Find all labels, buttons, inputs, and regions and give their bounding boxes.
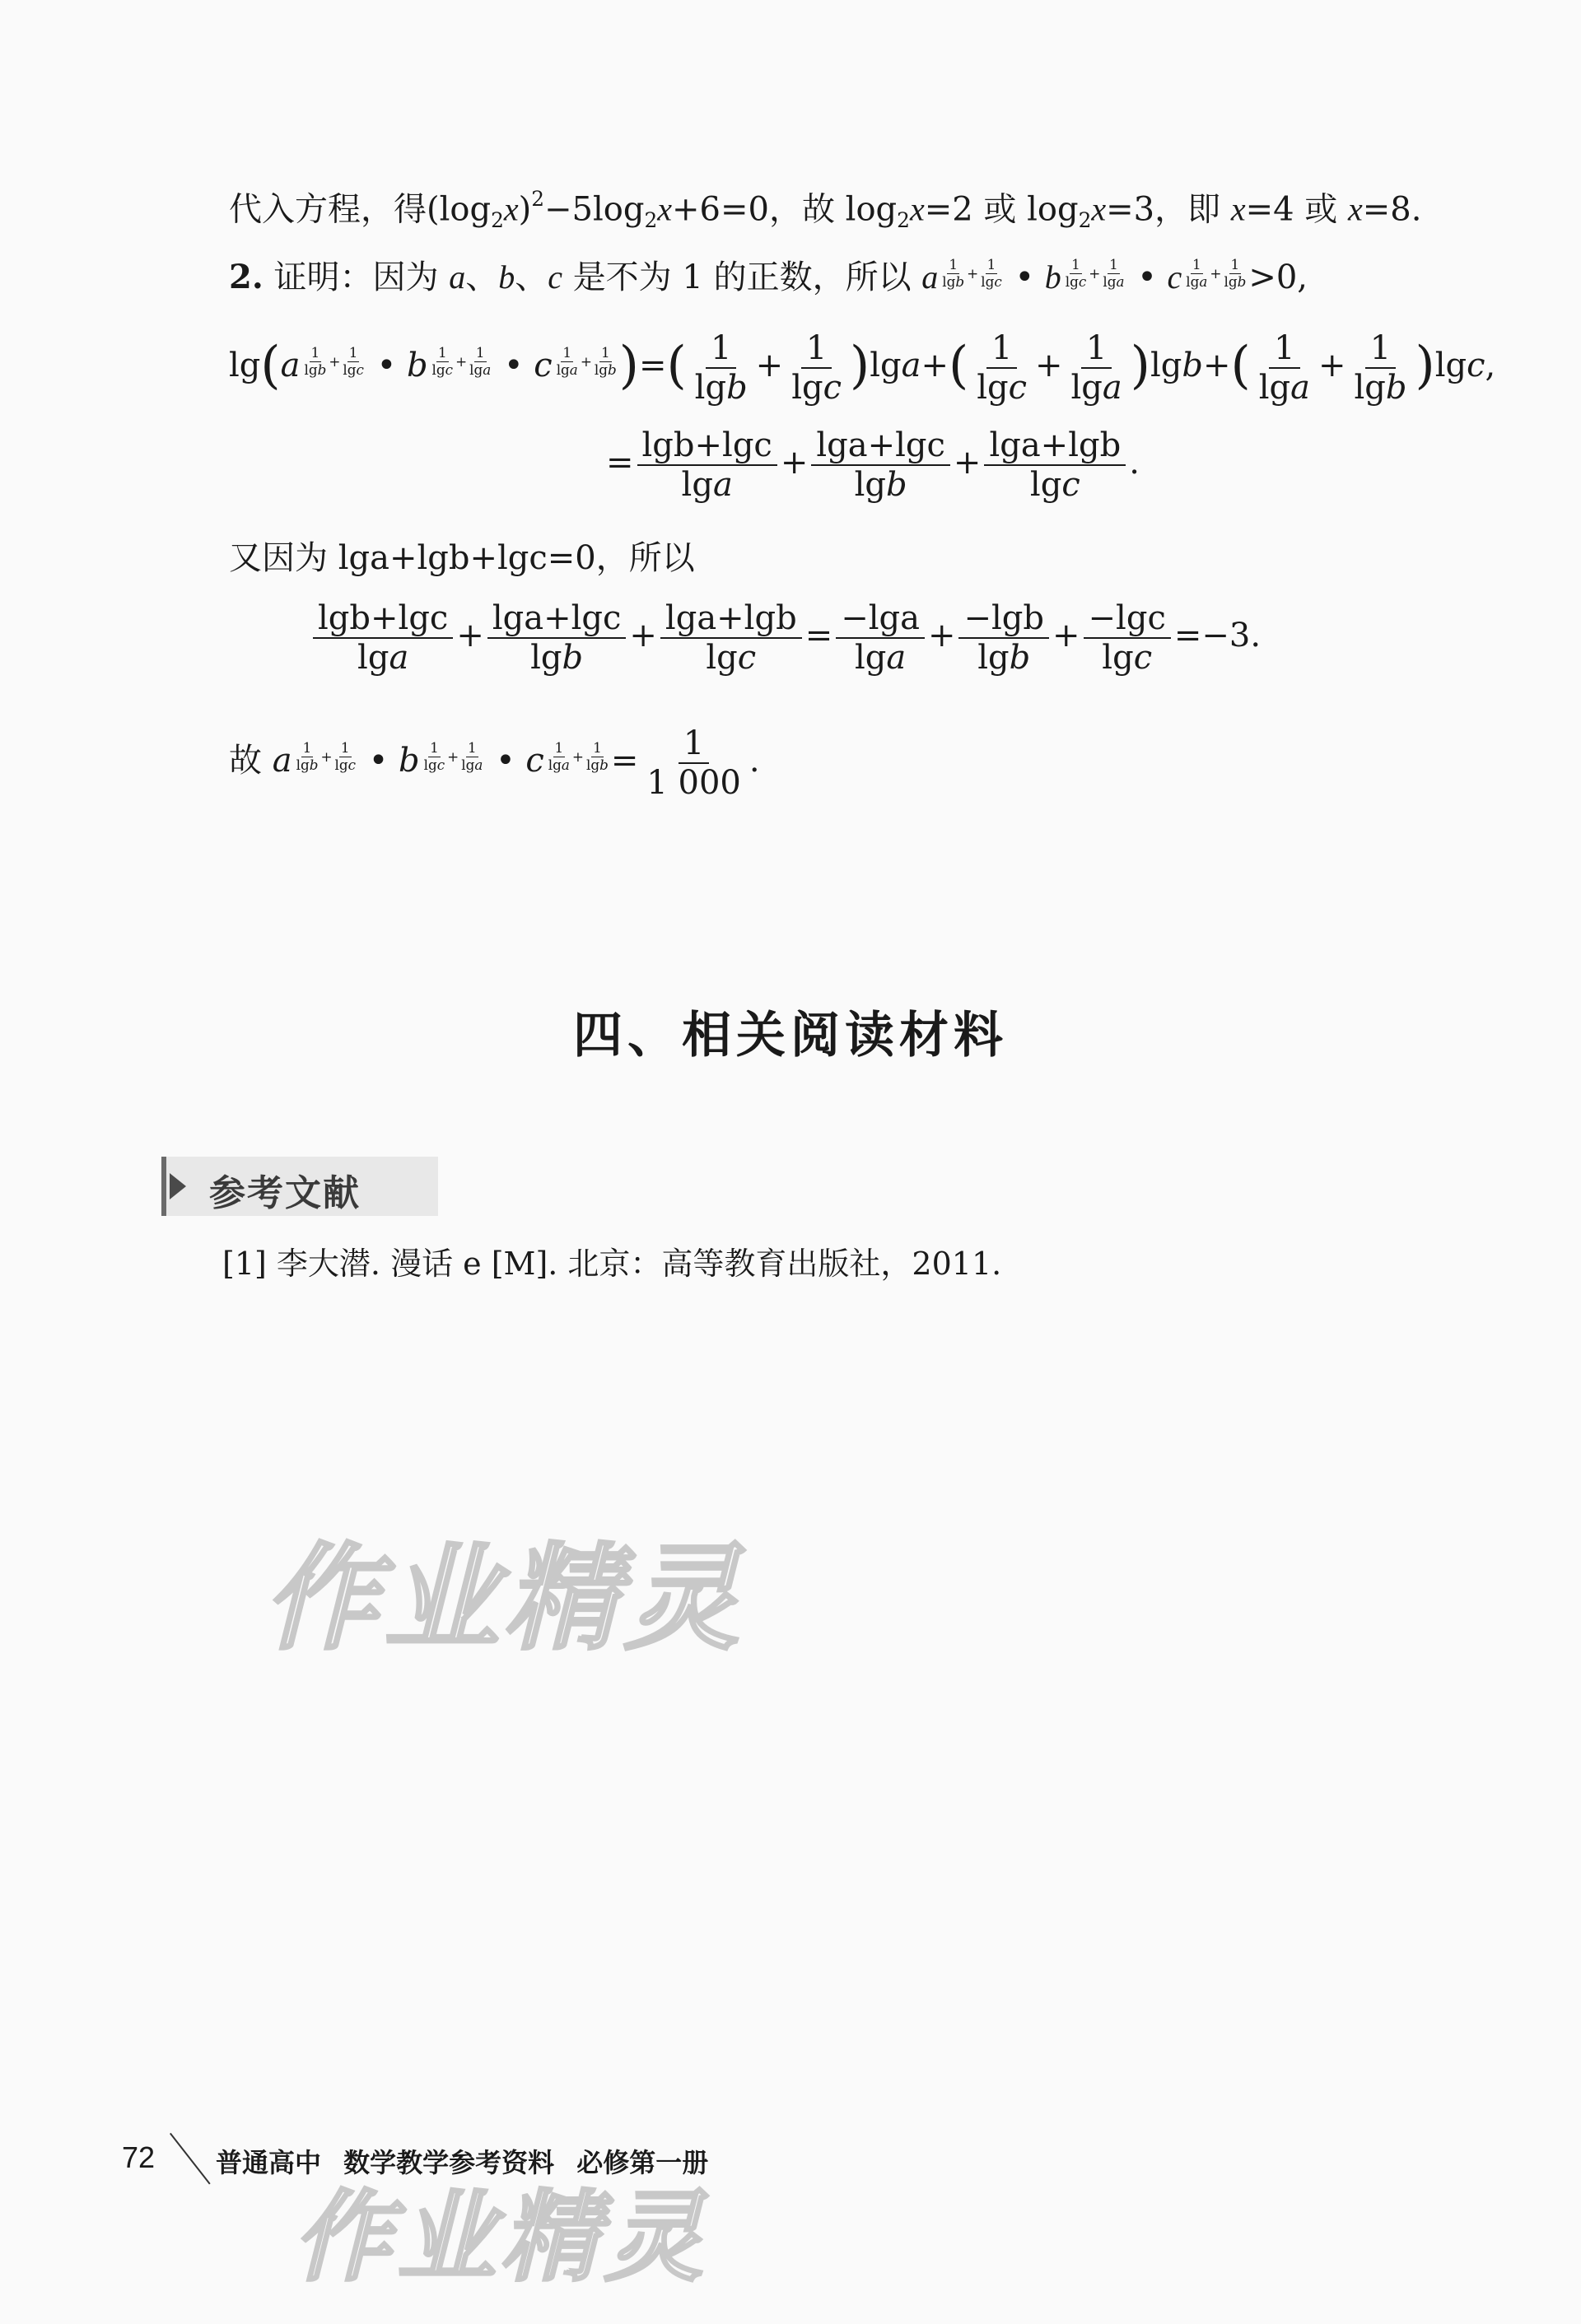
text: 故 (229, 742, 262, 780)
subscript: 2 (1078, 208, 1092, 233)
separator: 、 (515, 258, 548, 296)
separator: 、 (465, 258, 499, 296)
conclusion-line: 故 a $\frac{1}{\lg b}$ + $\frac{1}{\lg c}$ • b $\frac{1}{\lg c}$ + $\frac{1}{\lg a}$ • c $\frac{1}{\lg a}$ + $\frac{1}{\lg b}$ = $\frac{1}{1 000}$ . (229, 724, 760, 802)
problem-2-line (229, 249, 1308, 302)
text: +6=0，故 log (672, 190, 898, 229)
base-a: a (921, 258, 939, 296)
problem-number: 2. (229, 257, 264, 296)
text: 证明：因为 (273, 258, 439, 296)
var-x: x (1347, 190, 1363, 228)
superscript: 2 (531, 187, 545, 211)
subscript: 2 (491, 208, 504, 233)
text: ) (518, 190, 532, 229)
references-heading (161, 1157, 438, 1216)
watermark: 作业精灵 (264, 1532, 745, 1666)
subscript: 2 (644, 208, 658, 233)
equation-line-3: lg(a $\frac{1}{\lg b}$ + $\frac{1}{\lg c}$ • b $\frac{1}{\lg c}$ + $\frac{1}{\lg a}$ • c $\frac{1}{\lg a}$ + $\frac{1}{\lg b}$ )=( $\frac{1}{\lg b}$ + $\frac{1}{\lg c}$ )lga+( $\frac{1}{\lg c}$ + $\frac{1}{\lg a}$ )lgb+( $\frac{1}{\lg a}$ + $\frac{1}{\lg b}$ )lgc, (229, 329, 1496, 407)
dot: • (1014, 258, 1035, 296)
var-b: b (498, 258, 515, 296)
dot: • (1137, 258, 1157, 296)
footer-text: 普通高中 数学教学参考资料 必修第一册 (216, 2147, 709, 2178)
text: =2 或 log (924, 190, 1079, 229)
var-x: x (909, 190, 925, 228)
var-c: c (548, 258, 562, 296)
triangle-icon (170, 1173, 186, 1199)
also-because-line (229, 533, 695, 583)
text: 又因为 lga+lgb+lgc=0，所以 (229, 539, 695, 577)
var-x: x (657, 190, 673, 228)
exponent: $\frac{1}{\lg c}$ + $\frac{1}{\lg a}$ (1065, 256, 1125, 290)
equation-line-4: = $\frac{\lg b+\lg c}{\lg a}$ + $\frac{\lg a+\lg c}{\lg b}$ + $\frac{\lg a+\lg b}{\lg c}$ . (606, 426, 1140, 504)
reference-item: [1] 李大潜. 漫话 e [M]. 北京：高等教育出版社，2011. (222, 1246, 1002, 1282)
var-a: a (449, 258, 466, 296)
base-b: b (1044, 258, 1061, 296)
equation-line-6: $\frac{\lg b+\lg c}{\lg a}$ + $\frac{\lg a+\lg c}{\lg b}$ + $\frac{\lg a+\lg b}{\lg c}$ = $\frac{-\lg a}{\lg a}$ + $\frac{-\lg b}{\lg b}$ + $\frac{-\lg c}{\lg c}$ =−3. (310, 599, 1261, 677)
text: −5log (544, 190, 645, 229)
subscript: 2 (897, 208, 910, 233)
equation-line-1 (229, 175, 1421, 245)
page-number: 72 (122, 2140, 156, 2174)
text: 是不为 1 的正数，所以 (572, 258, 912, 296)
references-heading-text: 参考文献 (209, 1172, 361, 1214)
var-x: x (1230, 190, 1246, 228)
exponent: $\frac{1}{\lg b}$ + $\frac{1}{\lg c}$ (942, 256, 1002, 290)
lg: lg (229, 347, 261, 384)
text: >0, (1248, 258, 1308, 296)
base-c: c (1167, 258, 1182, 296)
watermark: 作业精灵 (293, 2181, 708, 2295)
text: 代入方程，得(log (229, 190, 492, 229)
text: =4 或 (1245, 190, 1348, 229)
divider (170, 2133, 211, 2185)
var-x: x (503, 190, 519, 228)
section-title: 四、相关阅读材料 (573, 1007, 1008, 1064)
exponent: $\frac{1}{\lg a}$ + $\frac{1}{\lg b}$ (1186, 256, 1247, 290)
var-x: x (1091, 190, 1107, 228)
text: =3，即 (1106, 190, 1231, 229)
text: =8. (1362, 190, 1422, 229)
